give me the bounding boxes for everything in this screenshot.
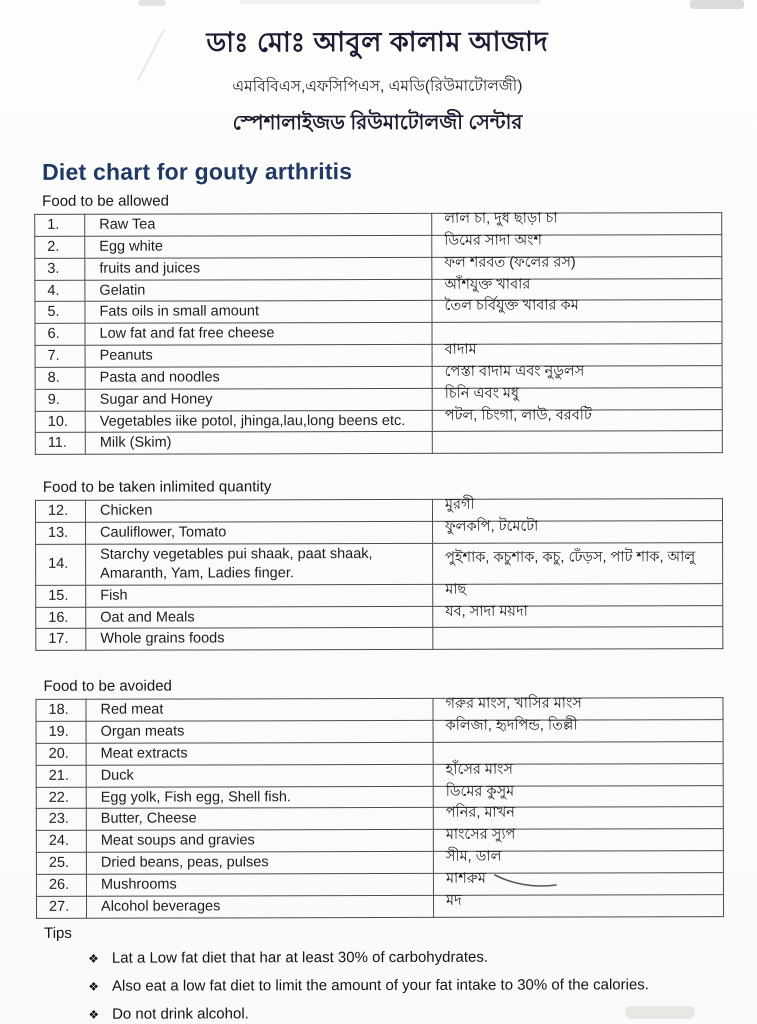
food-item-en: Low fat and fat free cheese	[85, 323, 432, 346]
tip-text: Also eat a low fat diet to limit the amount of your fat intake to 30% of the calories.	[111, 975, 649, 995]
section-label: Food to be allowed	[42, 192, 169, 210]
row-number: 8.	[35, 367, 85, 389]
tips-heading: Tips	[44, 924, 72, 942]
row-number: 12.	[35, 501, 85, 523]
food-item-bn	[432, 297, 722, 323]
table-row	[36, 741, 723, 765]
bengali-translation: গরুর মাংস, খাসির মাংস	[445, 695, 582, 713]
bengali-translation: পেস্তা বাদাম এবং নুডুলস	[444, 363, 585, 380]
food-item-en: Organ meats	[86, 720, 433, 743]
food-allowed-table	[34, 212, 723, 455]
row-number: 26.	[36, 874, 86, 896]
food-item-en: Alcohol beverages	[86, 895, 433, 918]
food-avoided-table	[35, 697, 724, 918]
row-number: 16.	[36, 607, 86, 629]
food-item-en: Gelatin	[85, 279, 432, 302]
row-number: 13.	[36, 522, 86, 544]
table-row	[36, 763, 723, 787]
table-row	[35, 499, 722, 523]
table-row	[36, 543, 723, 585]
diamond-bullet-icon: ❖	[88, 1007, 100, 1022]
food-item-bn	[433, 717, 723, 743]
food-item-en: Oat and Meals	[86, 606, 433, 629]
table-row	[36, 720, 723, 744]
table-row	[36, 851, 723, 875]
clinic-name: স্পেশালাইজড রিউমাটোলজী সেন্টার	[232, 111, 523, 135]
section-food-allowed	[34, 191, 722, 455]
food-item-bn	[433, 870, 723, 896]
food-item-bn	[433, 605, 723, 628]
food-item-en: Egg white	[85, 235, 432, 258]
food-item-bn	[433, 518, 723, 544]
food-item-en: Chicken	[85, 500, 432, 523]
tip-text: Do not drink alcohol.	[112, 1004, 249, 1023]
food-item-bn	[432, 409, 722, 432]
row-number: 6.	[35, 323, 85, 345]
table-row	[36, 807, 723, 831]
bengali-translation: ডিমের কুসুম	[445, 783, 515, 800]
table-row	[35, 213, 722, 237]
food-item-en: Butter, Cheese	[86, 808, 433, 831]
table-row	[35, 234, 722, 258]
bengali-translation: ফুলকপি, টমেটো	[445, 518, 539, 535]
table-row	[36, 521, 723, 545]
bengali-translation: যব, সাদা ময়দা	[445, 603, 528, 620]
row-number: 18.	[36, 699, 86, 721]
row-number: 15.	[36, 585, 86, 607]
row-number: 24.	[36, 831, 86, 853]
section-label: Food to be taken inlimited quantity	[42, 478, 272, 497]
food-item-en: fruits and juices	[85, 257, 432, 280]
table-row	[36, 605, 723, 629]
bengali-translation: পটল, চিংগা, লাউ, বরবটি	[444, 407, 592, 424]
food-item-en: Milk (Skim)	[85, 432, 432, 455]
food-item-en: Red meat	[86, 699, 433, 722]
table-row	[36, 583, 723, 607]
row-number: 2.	[35, 236, 85, 258]
bengali-translation: পনির, মাখন	[445, 805, 515, 822]
bengali-translation: লাল চা, দুধ ছাড়া চা	[444, 210, 558, 227]
row-number: 5.	[35, 302, 85, 324]
row-number: 7.	[35, 345, 85, 367]
table-row	[35, 344, 722, 368]
bengali-translation: ফল শরবত (ফলের রস)	[444, 254, 576, 271]
doctor-credentials: এমবিবিএস,এফসিপিএস, এমডি(রিউমাটোলজী)	[232, 77, 523, 96]
bengali-translation: ডিমের সাদা অংশ	[444, 232, 543, 249]
table-row	[36, 829, 723, 853]
row-number: 20.	[36, 743, 86, 765]
food-item-bn	[433, 894, 723, 917]
diamond-bullet-icon: ❖	[88, 951, 99, 966]
table-row	[35, 322, 722, 346]
row-number: 17.	[36, 629, 86, 651]
table-row	[35, 256, 722, 280]
table-row	[35, 409, 722, 433]
row-number: 14.	[36, 544, 86, 585]
food-item-en: Pasta and noodles	[85, 366, 432, 389]
bengali-translation: মাশরুম	[445, 870, 486, 887]
row-number: 19.	[36, 721, 86, 743]
bengali-translation: আঁশযুক্ত খাবার	[444, 276, 531, 293]
bengali-translation: পুইশাক, কচুশাক, কচু, ঢেঁড়স, পাট শাক, আলু	[445, 549, 696, 567]
food-unlimited-table	[35, 498, 723, 651]
row-number: 4.	[35, 280, 85, 302]
section-label: Food to be avoided	[43, 677, 172, 696]
food-item-en: Peanuts	[85, 344, 432, 367]
doctor-name: ডাঃ মোঃ আবুল কালাম আজাদ	[206, 26, 549, 58]
page-title: Diet chart for gouty arthritis	[42, 158, 353, 185]
table-row	[36, 894, 723, 918]
table-row	[35, 278, 722, 302]
food-item-en: Fish	[86, 584, 433, 607]
food-item-bn	[432, 431, 722, 454]
row-number: 3.	[35, 258, 85, 280]
row-number: 22.	[36, 787, 86, 809]
row-number: 10.	[35, 411, 85, 433]
food-item-en: Meat extracts	[86, 742, 433, 765]
tips-section	[36, 923, 723, 1023]
bengali-translation: তৈল চর্বিযুক্ত খাবার কম	[444, 297, 579, 315]
row-number: 27.	[36, 896, 86, 918]
food-item-en: Mushrooms	[86, 873, 433, 896]
food-item-en: Sugar and Honey	[85, 388, 432, 411]
table-row	[35, 300, 722, 324]
food-item-bn	[433, 543, 723, 584]
food-item-en: Raw Tea	[85, 213, 432, 236]
table-row	[36, 627, 723, 651]
food-item-en: Egg yolk, Fish egg, Shell fish.	[86, 786, 433, 809]
table-row	[35, 387, 722, 411]
row-number: 1.	[35, 214, 85, 236]
food-item-en: Vegetables iike potol, jhinga,lau,long beens etc.	[85, 410, 432, 433]
bengali-translation: বাদাম	[444, 341, 477, 358]
row-number: 25.	[36, 852, 86, 874]
tip-item	[88, 1004, 723, 1023]
bengali-translation: সীম, ডাল	[445, 848, 502, 865]
food-item-en: Duck	[86, 764, 433, 787]
food-item-en: Starchy vegetables pui shaak, paat shaak, Amaranth, Yam, Ladies finger.	[86, 543, 433, 585]
food-item-en: Fats oils in small amount	[85, 301, 432, 324]
tips-list	[36, 940, 723, 1023]
section-food-unlimited	[35, 477, 722, 651]
bengali-translation: কলিজা, হৃদপিন্ড, তিল্লী	[445, 717, 578, 734]
bengali-translation: চিনি এবং মধু	[444, 385, 520, 402]
table-row	[36, 698, 723, 722]
section-food-avoided	[35, 676, 723, 918]
row-number: 11.	[35, 433, 85, 455]
row-number: 21.	[36, 765, 86, 787]
row-number: 23.	[36, 809, 86, 831]
bengali-translation: মদ	[445, 892, 462, 909]
food-item-en: Whole grains foods	[86, 628, 433, 651]
diamond-bullet-icon: ❖	[88, 979, 100, 994]
table-row	[35, 431, 722, 455]
bengali-translation: মাছ	[445, 581, 467, 598]
row-number: 9.	[35, 389, 85, 411]
bengali-translation: মাংসের স্যুপ	[445, 826, 516, 844]
bengali-translation: হাঁসের মাংস	[445, 761, 513, 778]
food-item-en: Dried beans, peas, pulses	[86, 851, 433, 874]
letterhead	[34, 0, 721, 142]
tip-item	[88, 948, 723, 967]
table-row	[36, 873, 723, 897]
food-item-en: Cauliflower, Tomato	[86, 521, 433, 544]
table-row	[36, 785, 723, 809]
food-item-en: Meat soups and gravies	[86, 830, 433, 853]
bengali-translation: মুরগী	[444, 497, 475, 514]
tip-text: Lat a Low fat diet that har at least 30% of carbohydrates.	[111, 948, 489, 967]
food-item-bn	[433, 627, 723, 650]
tip-item	[88, 976, 723, 995]
table-row	[35, 366, 722, 390]
